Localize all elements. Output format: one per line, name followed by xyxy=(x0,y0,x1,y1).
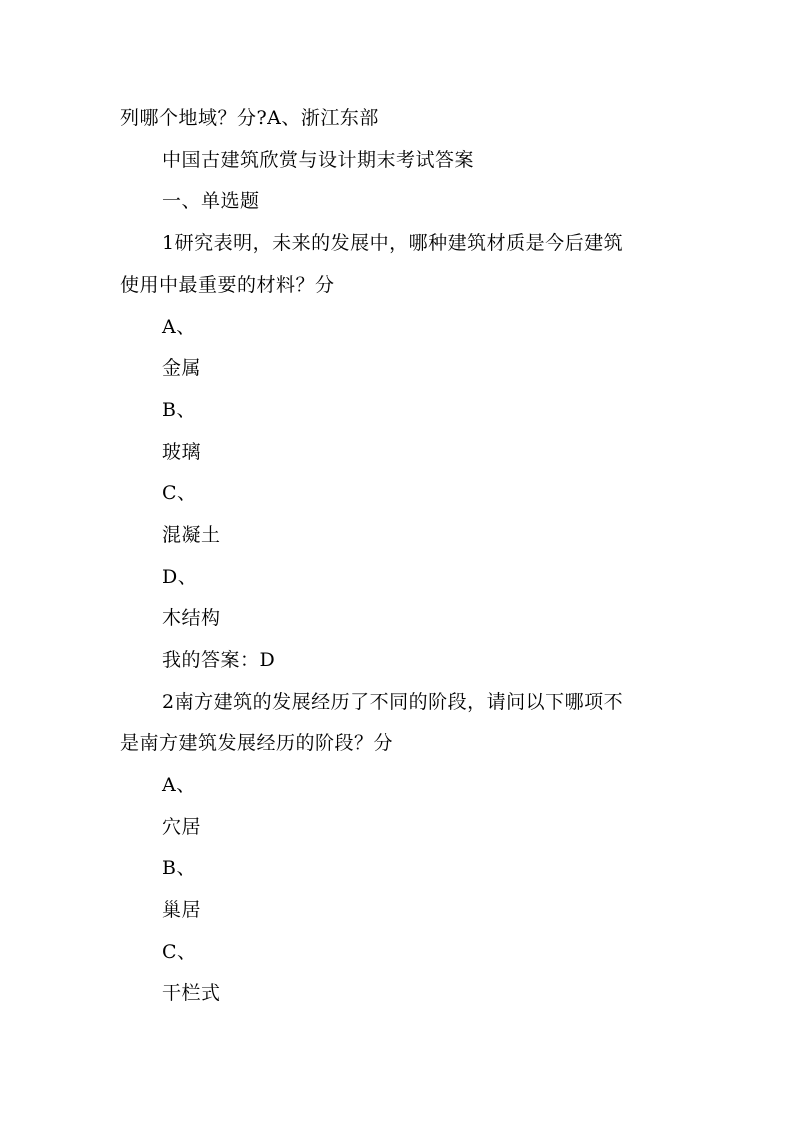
section-heading: 一、单选题 xyxy=(162,190,260,212)
question-1-option-b-text: 玻璃 xyxy=(162,441,202,463)
question-2-option-a-label: A、 xyxy=(162,774,196,796)
question-2-option-c-label: C、 xyxy=(162,941,197,963)
question-2-option-b-text: 巢居 xyxy=(162,899,202,921)
question-1-text-line-2: 使用中最重要的材料？分 xyxy=(120,274,335,296)
document-title: 中国古建筑欣赏与设计期末考试答案 xyxy=(162,149,475,171)
question-1-option-c-label: C、 xyxy=(162,482,197,504)
question-2-text-line-2: 是南方建筑发展经历的阶段？分 xyxy=(120,732,394,754)
question-1-option-a-text: 金属 xyxy=(162,357,202,379)
question-2-option-b-label: B、 xyxy=(162,857,196,879)
question-1-option-d-label: D、 xyxy=(162,566,198,588)
question-2-text-line-1: 2南方建筑的发展经历了不同的阶段，请问以下哪项不 xyxy=(162,691,624,713)
question-2-option-a-text: 穴居 xyxy=(162,816,202,838)
question-1-option-a-label: A、 xyxy=(162,316,196,338)
question-2-option-c-text: 干栏式 xyxy=(162,982,221,1004)
question-1-option-b-label: B、 xyxy=(162,399,196,421)
text-line-previous-question-tail: 列哪个地域？分?A、浙江东部 xyxy=(120,107,379,129)
question-1-option-c-text: 混凝土 xyxy=(162,524,221,546)
question-1-answer: 我的答案：D xyxy=(162,649,276,671)
question-1-option-d-text: 木结构 xyxy=(162,607,221,629)
question-1-text-line-1: 1研究表明，未来的发展中，哪种建筑材质是今后建筑 xyxy=(162,232,624,254)
